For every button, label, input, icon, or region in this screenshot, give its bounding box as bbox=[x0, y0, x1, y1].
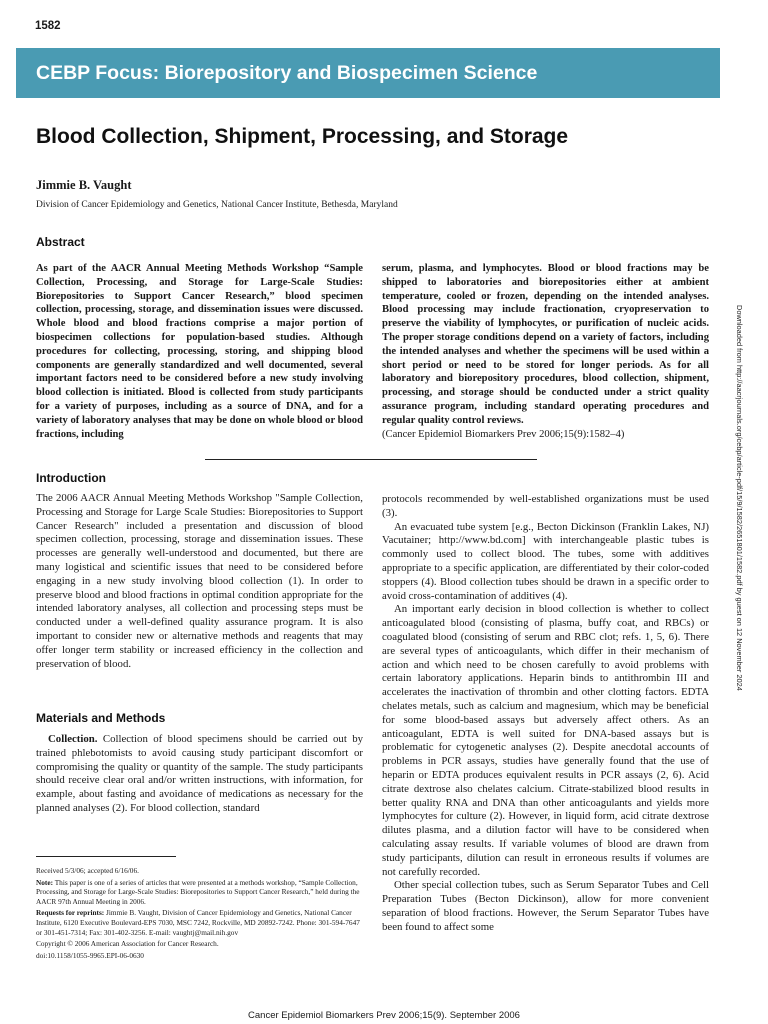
reprints-label: Requests for reprints: bbox=[36, 908, 105, 918]
section-banner-title: CEBP Focus: Biorepository and Biospecimen Science bbox=[36, 62, 538, 84]
reprint-requests bbox=[36, 908, 363, 937]
abstract-divider bbox=[205, 459, 537, 460]
abstract-text-right-body: serum, plasma, and lymphocytes. Blood or blood fractions may be shipped to laboratories and biorepositories either at ambient temperature, cooled or frozen, depending on the intended analyses. Blood processing may include fractionation, cryopreservation to preserve the viability of lymphocytes, or purification of nucleic acids. The proper storage conditions depend on a variety of factors, including the intended analyses and whether the specimens will be used within a short period or need to be stored for longer periods. As for all laboratory and biorepository procedures, blood collection, shipment, processing, and storage should be conducted under a strict quality assurance program, including standard operating procedures and regular quality control reviews. bbox=[382, 263, 709, 426]
note-label: Note: bbox=[36, 877, 54, 887]
article-title: Blood Collection, Shipment, Processing, and Storage bbox=[36, 125, 569, 148]
paragraph-anticoagulants: An important early decision in blood collection is whether to collect anticoagulated blood (consisting of plasma, buffy coat, and RBCs) or coagulated blood (consisting of serum and RBC clot; refs. 1, 5, 6). There are several types of anticoagulants, which differ in their mechanism of action and which need to be chosen carefully to avoid problems with certain laboratory applications. Heparin binds to antithrombin III and accelerates the inactivation of thrombin and other clotting factors. EDTA chelates metals, such as calcium and magnesium, which may be beneficial for some blood-based assays but adversely affect others. As an anticoagulant, EDTA is well suited for DNA-based assays but is problematic for cytogenetic analyses (2). Despite anecdotal accounts of problems in PCR assays, studies have generally found that the use of heparin or EDTA produces equivalent results in PCR assays (2, 6). Acid citrate dextrose also chelates calcium. Citrate-stabilized blood results in better quality RNA and DNA than other anticoagulants and yields more lymphocytes for culture (2). However, in liquid form, acid citrate dextrose dilutes plasma, and a dilution factor will have to be considered when calculating assay results. If variable volumes of blood are drawn from study participants, dilution can result in erroneous results if volumes are not carefully recorded. bbox=[382, 603, 709, 878]
collection-paragraph bbox=[36, 733, 363, 816]
methods-heading: Materials and Methods bbox=[36, 711, 166, 725]
reprints-text: Jimmie B. Vaught, Division of Cancer Epidemiology and Genetics, National Cancer Institute, 6120 Executive Boulevard-EPS 7030, MSC 7242, Rockville, MD 20892-7242. Phone: 301-594-7647 or 301-451-7314; Fax: 301-402-3256. E-mail: vaughtj@mail.nih.gov bbox=[36, 908, 360, 937]
abstract-text-right bbox=[382, 262, 709, 441]
received-date: Received 5/3/06; accepted 6/16/06. bbox=[36, 866, 139, 875]
page-number: 1582 bbox=[35, 20, 61, 32]
author-name: Jimmie B. Vaught bbox=[36, 178, 132, 192]
download-side-note-text: Downloaded from http://aacrjournals.org/cebp/article-pdf/15/9/1582/2651801/1582.pdf by guest on 12 November 2024 bbox=[735, 305, 744, 691]
doi-line: doi:10.1158/1055-9965.EPI-06-0630 bbox=[36, 950, 144, 960]
paragraph-protocols: protocols recommended by well-established organizations must be used (3). bbox=[382, 493, 709, 519]
right-column-body bbox=[382, 493, 709, 935]
note-text: This paper is one of a series of articles that were presented at a methods workshop, “Sample Collection, Processing, and Storage for Large-Scale Studies: Biorepositories to Support Cancer Research,” held during the AACR 97th Annual Meeting in 2006. bbox=[36, 877, 360, 906]
footnotes bbox=[36, 866, 363, 962]
paragraph-evacuated-tube: An evacuated tube system [e.g., Becton Dickinson (Franklin Lakes, NJ) Vacutainer; http://www.bd.com] with interchangeable plastic tubes is commonly used to collect blood. The tubes, some with additives appropriate to a specific application, are differentiated by their color-coded stoppers (4). Blood collection tubes should be drawn in a specific order to avoid cross-contamination of additives (4). bbox=[382, 520, 709, 602]
introduction-heading: Introduction bbox=[36, 471, 106, 485]
abstract-heading: Abstract bbox=[36, 235, 85, 249]
introduction-text: The 2006 AACR Annual Meeting Methods Workshop "Sample Collection, Processing and Storage for Large Scale Studies: Biorepositories to Support Cancer Research" included a presentation and discussion of blood specimen collection, processing, storage and dissemination issues. These processes are generally well-understood and documented, but there are many logistical and scientific issues that need to be considered before engaging in a new study involving blood collection (1). In order to preserve blood and blood fractions in optimal condition appropriate for the intended laboratory analyses, all collection and processing steps must be conducted under a well-defined quality assurance program. It is also important to consider new or alternative methods and reagents that may offer longer term stability or increased efficiency in the collection and preservation of blood. bbox=[36, 492, 363, 670]
collection-run-in-heading: Collection. bbox=[48, 733, 98, 745]
author-affiliation: Division of Cancer Epidemiology and Genetics, National Cancer Institute, Bethesda, Maryland bbox=[36, 200, 398, 210]
collection-text: Collection of blood specimens should be carried out by trained phlebotomists to avoid causing study participant discomfort or compromising the quality or quantity of the sample. The study participants should receive clear oral and/or written instructions, with information, for example, about fasting and avoidance of medications as necessary for the planned analyses (2). For blood collection, standard bbox=[36, 733, 363, 814]
abstract-citation: (Cancer Epidemiol Biomarkers Prev 2006;15(9):1582–4) bbox=[382, 428, 625, 440]
abstract-text-left: As part of the AACR Annual Meeting Methods Workshop “Sample Collection, Processing, and Storage for Large-Scale Studies: Biorepositories to Support Cancer Research,” blood specimen collection, processing, storage, and dissemination issues were discussed. Whole blood and blood fractions comprise a major portion of biospecimen collections for population-based studies. Although procedures for collecting, processing, storing, and shipping blood components are generally standardized and well documented, several important factors need to be considered before a new study involving blood collection is initiated. Blood is collected from study participants for a variety of purposes, including as a source of DNA, and for a variety of laboratory analyses that may be done on whole blood or blood fractions, including bbox=[36, 263, 363, 440]
paragraph-special-tubes: Other special collection tubes, such as Serum Separator Tubes and Cell Preparation Tubes (Becton Dickinson), allow for more convenient separation of blood fractions. However, the Serum Separator Tubes have been found to affect some bbox=[382, 879, 709, 933]
download-side-note bbox=[732, 305, 744, 725]
footnote-divider bbox=[36, 856, 176, 857]
journal-footer: Cancer Epidemiol Biomarkers Prev 2006;15(9). September 2006 bbox=[248, 1010, 520, 1021]
workshop-note bbox=[36, 878, 363, 907]
copyright-line: Copyright © 2006 American Association for Cancer Research. bbox=[36, 939, 219, 949]
